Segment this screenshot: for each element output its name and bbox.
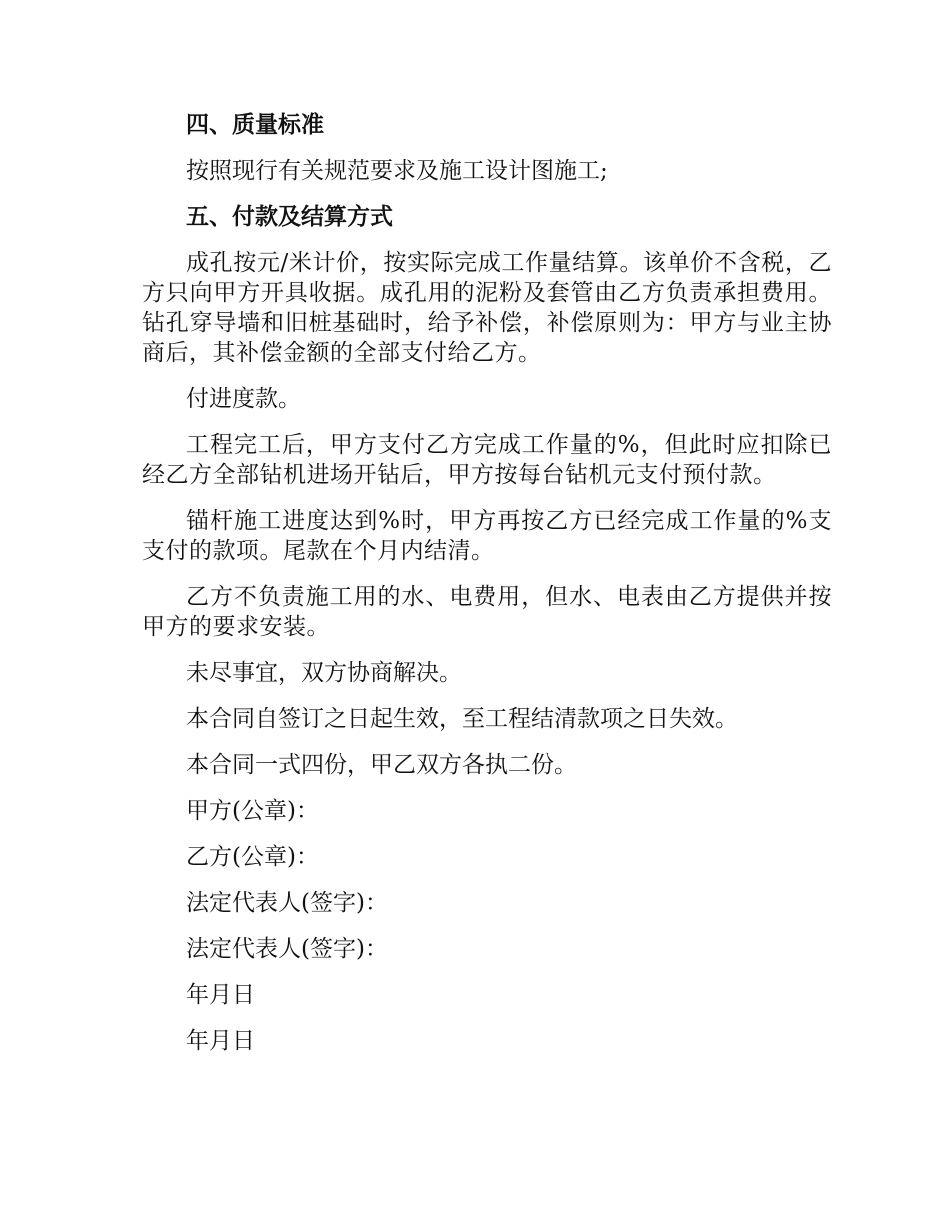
paragraph-progress-payment: 付进度款。	[186, 386, 301, 412]
paragraph-anchor-progress: 锚杆施工进度达到%时，甲方再按乙方已经完成工作量的%支支付的款项。尾款在个月内结清。	[142, 508, 832, 564]
paragraph-effective-date: 本合同自签订之日起生效，至工程结清款项之日失效。	[186, 706, 738, 732]
paragraph-pricing: 成孔按元/米计价，按实际完成工作量结算。该单价不含税，乙方只向甲方开具收据。成孔用的泥粉及套管由乙方负责承担费用。钻孔穿导墙和旧桩基础时，给予补偿，补偿原则为：甲方与业主协商后，其补偿金额的全部支付给乙方。	[142, 250, 832, 366]
paragraph-copies: 本合同一式四份，甲乙双方各执二份。	[186, 752, 577, 778]
party-a-seal-label: 甲方(公章)：	[186, 798, 319, 824]
section-heading-payment: 五、付款及结算方式	[186, 204, 393, 230]
party-b-seal-label: 乙方(公章)：	[186, 844, 319, 870]
quality-standard-text: 按照现行有关规范要求及施工设计图施工;	[186, 158, 608, 184]
representative-b-signature-label: 法定代表人(签字)：	[186, 936, 388, 962]
section-heading-quality: 四、质量标准	[186, 112, 324, 138]
representative-a-signature-label: 法定代表人(签字)：	[186, 890, 388, 916]
date-a-label: 年月日	[186, 982, 255, 1008]
paragraph-utilities: 乙方不负责施工用的水、电费用，但水、电表由乙方提供并按甲方的要求安装。	[142, 584, 832, 640]
document-page	[142, 110, 832, 1072]
paragraph-unresolved-matters: 未尽事宜，双方协商解决。	[186, 660, 462, 686]
date-b-label: 年月日	[186, 1028, 255, 1054]
paragraph-completion-payment: 工程完工后，甲方支付乙方完成工作量的%，但此时应扣除已经乙方全部钻机进场开钻后，甲方按每台钻机元支付预付款。	[142, 432, 832, 488]
